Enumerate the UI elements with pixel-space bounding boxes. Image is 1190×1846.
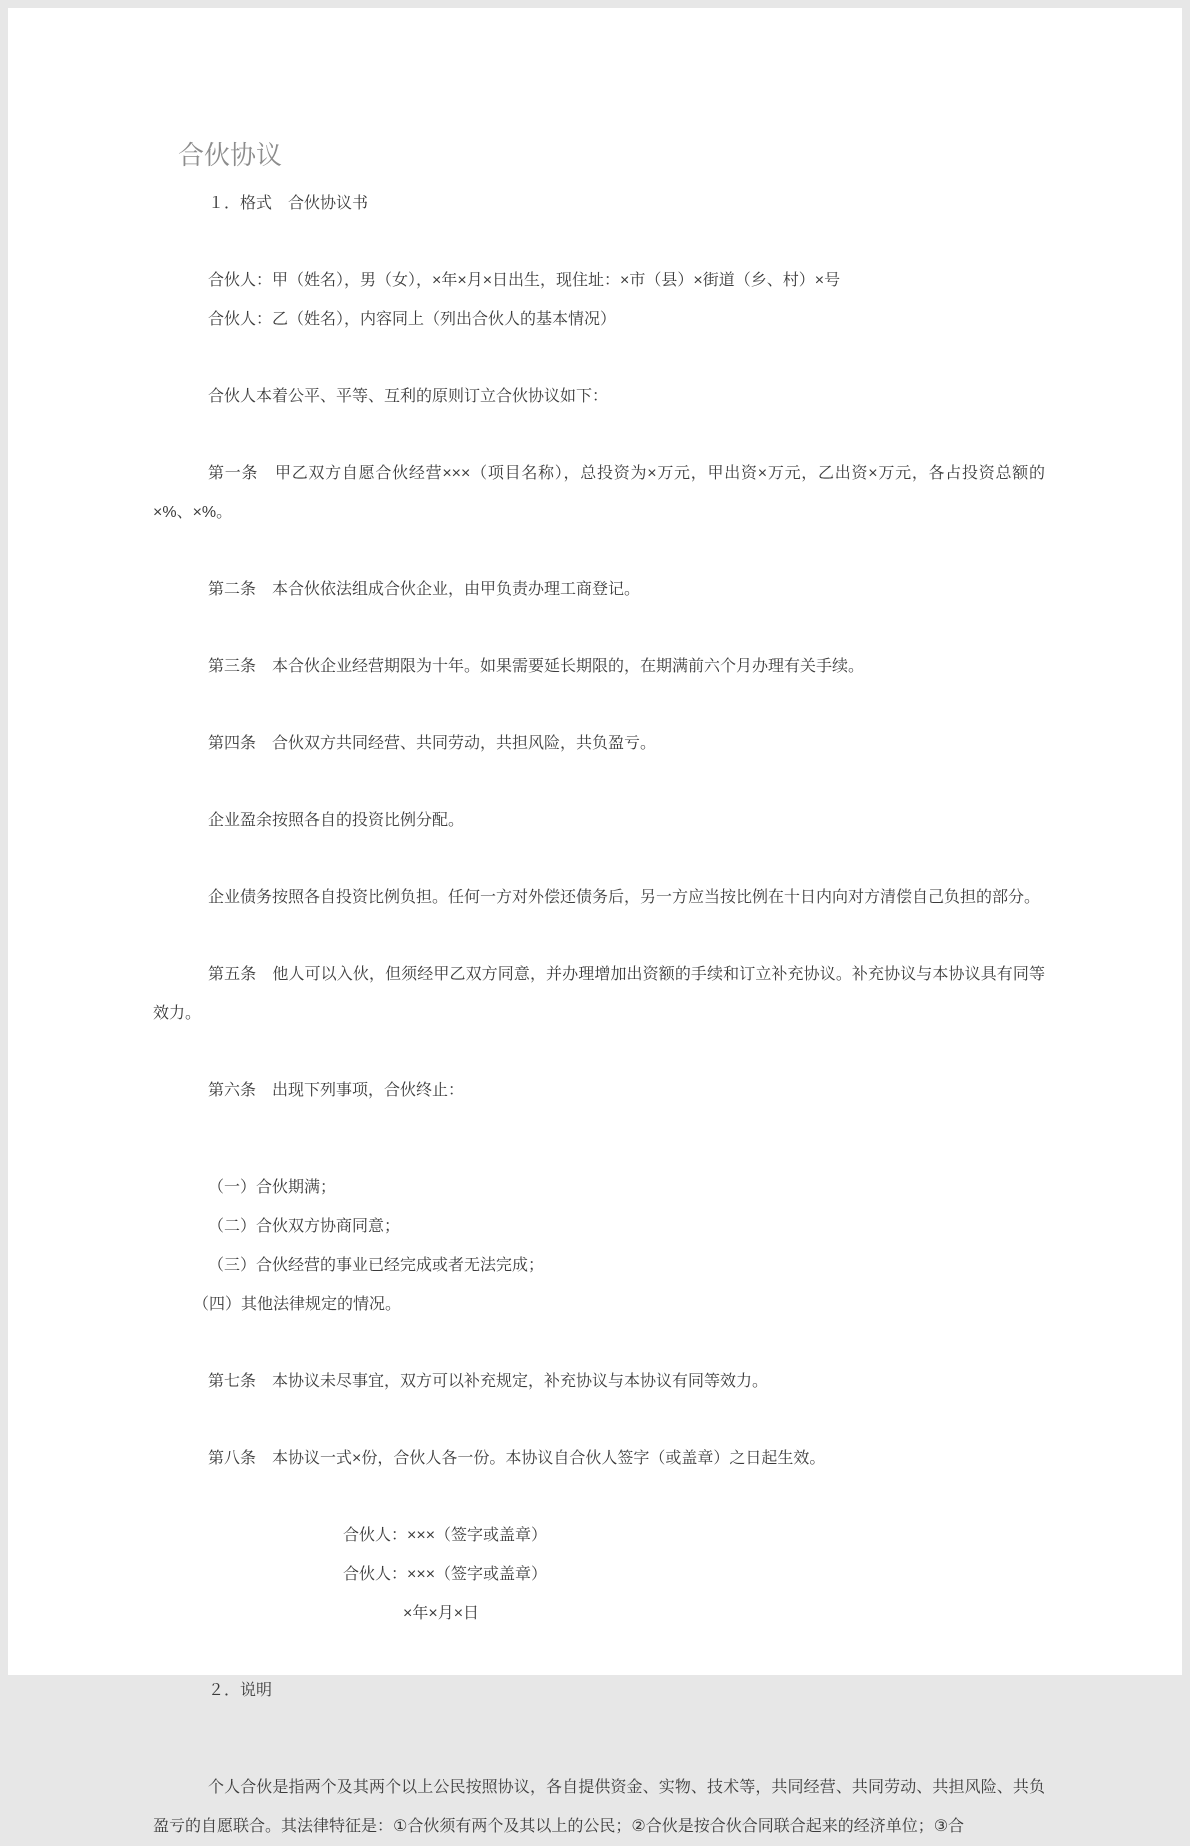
termination-item: （二）合伙双方协商同意；	[208, 1218, 401, 1235]
article-4-paragraph: 第四条 合伙双方共同经营、共同劳动，共担风险，共负盈亏。	[208, 735, 657, 752]
document-page	[8, 8, 1182, 1835]
blank-line	[153, 1651, 1045, 1671]
article-1-paragraph: 第一条 甲乙双方自愿合伙经营×××（项目名称），总投资为×万元，甲出资×万元，乙出资×万元，各占投资总额的×%、×%。	[153, 465, 1045, 521]
blank-line	[153, 704, 1045, 724]
document-body	[153, 184, 1045, 1846]
blank-line	[153, 1051, 1045, 1071]
termination-item: （三）合伙经营的事业已经完成或者无法完成；	[208, 1257, 545, 1274]
article-5-paragraph: 第五条 他人可以入伙，但须经甲乙双方同意，并办理增加出资额的手续和订立补充协议。补充协议与本协议具有同等效力。	[153, 966, 1045, 1022]
party-a-line: 合伙人：甲（姓名），男（女），×年×月×日出生，现住址：×市（县）×街道（乡、村）×号	[208, 272, 841, 289]
debt-liability-paragraph: 企业债务按照各自投资比例负担。任何一方对外偿还债务后，另一方应当按比例在十日内向对方清偿自己负担的部分。	[208, 889, 1041, 906]
article-2-paragraph: 第二条 本合伙依法组成合伙企业，由甲负责办理工商登记。	[208, 581, 641, 598]
blank-line	[153, 1128, 1045, 1168]
article-7-paragraph: 第七条 本协议未尽事宜，双方可以补充规定，补充协议与本协议有同等效力。	[208, 1373, 769, 1390]
notes-section-heading: ２．说明	[208, 1682, 273, 1699]
date-line: ×年×月×日	[403, 1605, 480, 1622]
blank-line	[153, 935, 1045, 955]
blank-line	[153, 1342, 1045, 1362]
partner-signature-line: 合伙人：×××（签字或盖章）	[343, 1527, 548, 1544]
blank-line	[153, 550, 1045, 570]
format-section-heading: １．格式 合伙协议书	[208, 195, 369, 212]
blank-line	[153, 627, 1045, 647]
partner-signature-line: 合伙人：×××（签字或盖章）	[343, 1566, 548, 1583]
article-6-paragraph: 第六条 出现下列事项，合伙终止：	[208, 1082, 465, 1099]
preamble-paragraph: 合伙人本着公平、平等、互利的原则订立合伙协议如下：	[208, 388, 609, 405]
document-title: 合伙协议	[178, 140, 283, 170]
blank-line	[153, 1728, 1045, 1768]
blank-line	[153, 1496, 1045, 1516]
notes-paragraph: 个人合伙是指两个及其两个以上公民按照协议，各自提供资金、实物、技术等，共同经营、共同劳动、共担风险、共负盈亏的自愿联合。其法律特征是：①合伙须有两个及其以上的公民；②合伙是按合伙合同联合起来的经济单位；③合	[153, 1779, 1045, 1835]
blank-line	[153, 357, 1045, 377]
profit-distribution-paragraph: 企业盈余按照各自的投资比例分配。	[208, 812, 465, 829]
blank-line	[153, 241, 1045, 261]
article-3-paragraph: 第三条 本合伙企业经营期限为十年。如果需要延长期限的，在期满前六个月办理有关手续。	[208, 658, 865, 675]
blank-line	[153, 858, 1045, 878]
blank-line	[153, 434, 1045, 454]
party-b-line: 合伙人：乙（姓名），内容同上（列出合伙人的基本情况）	[208, 311, 617, 328]
termination-item: （一）合伙期满；	[208, 1179, 337, 1196]
blank-line	[153, 781, 1045, 801]
blank-line	[153, 1419, 1045, 1439]
article-8-paragraph: 第八条 本协议一式×份，合伙人各一份。本协议自合伙人签字（或盖章）之日起生效。	[208, 1450, 826, 1467]
termination-item: （四）其他法律规定的情况。	[193, 1296, 402, 1313]
